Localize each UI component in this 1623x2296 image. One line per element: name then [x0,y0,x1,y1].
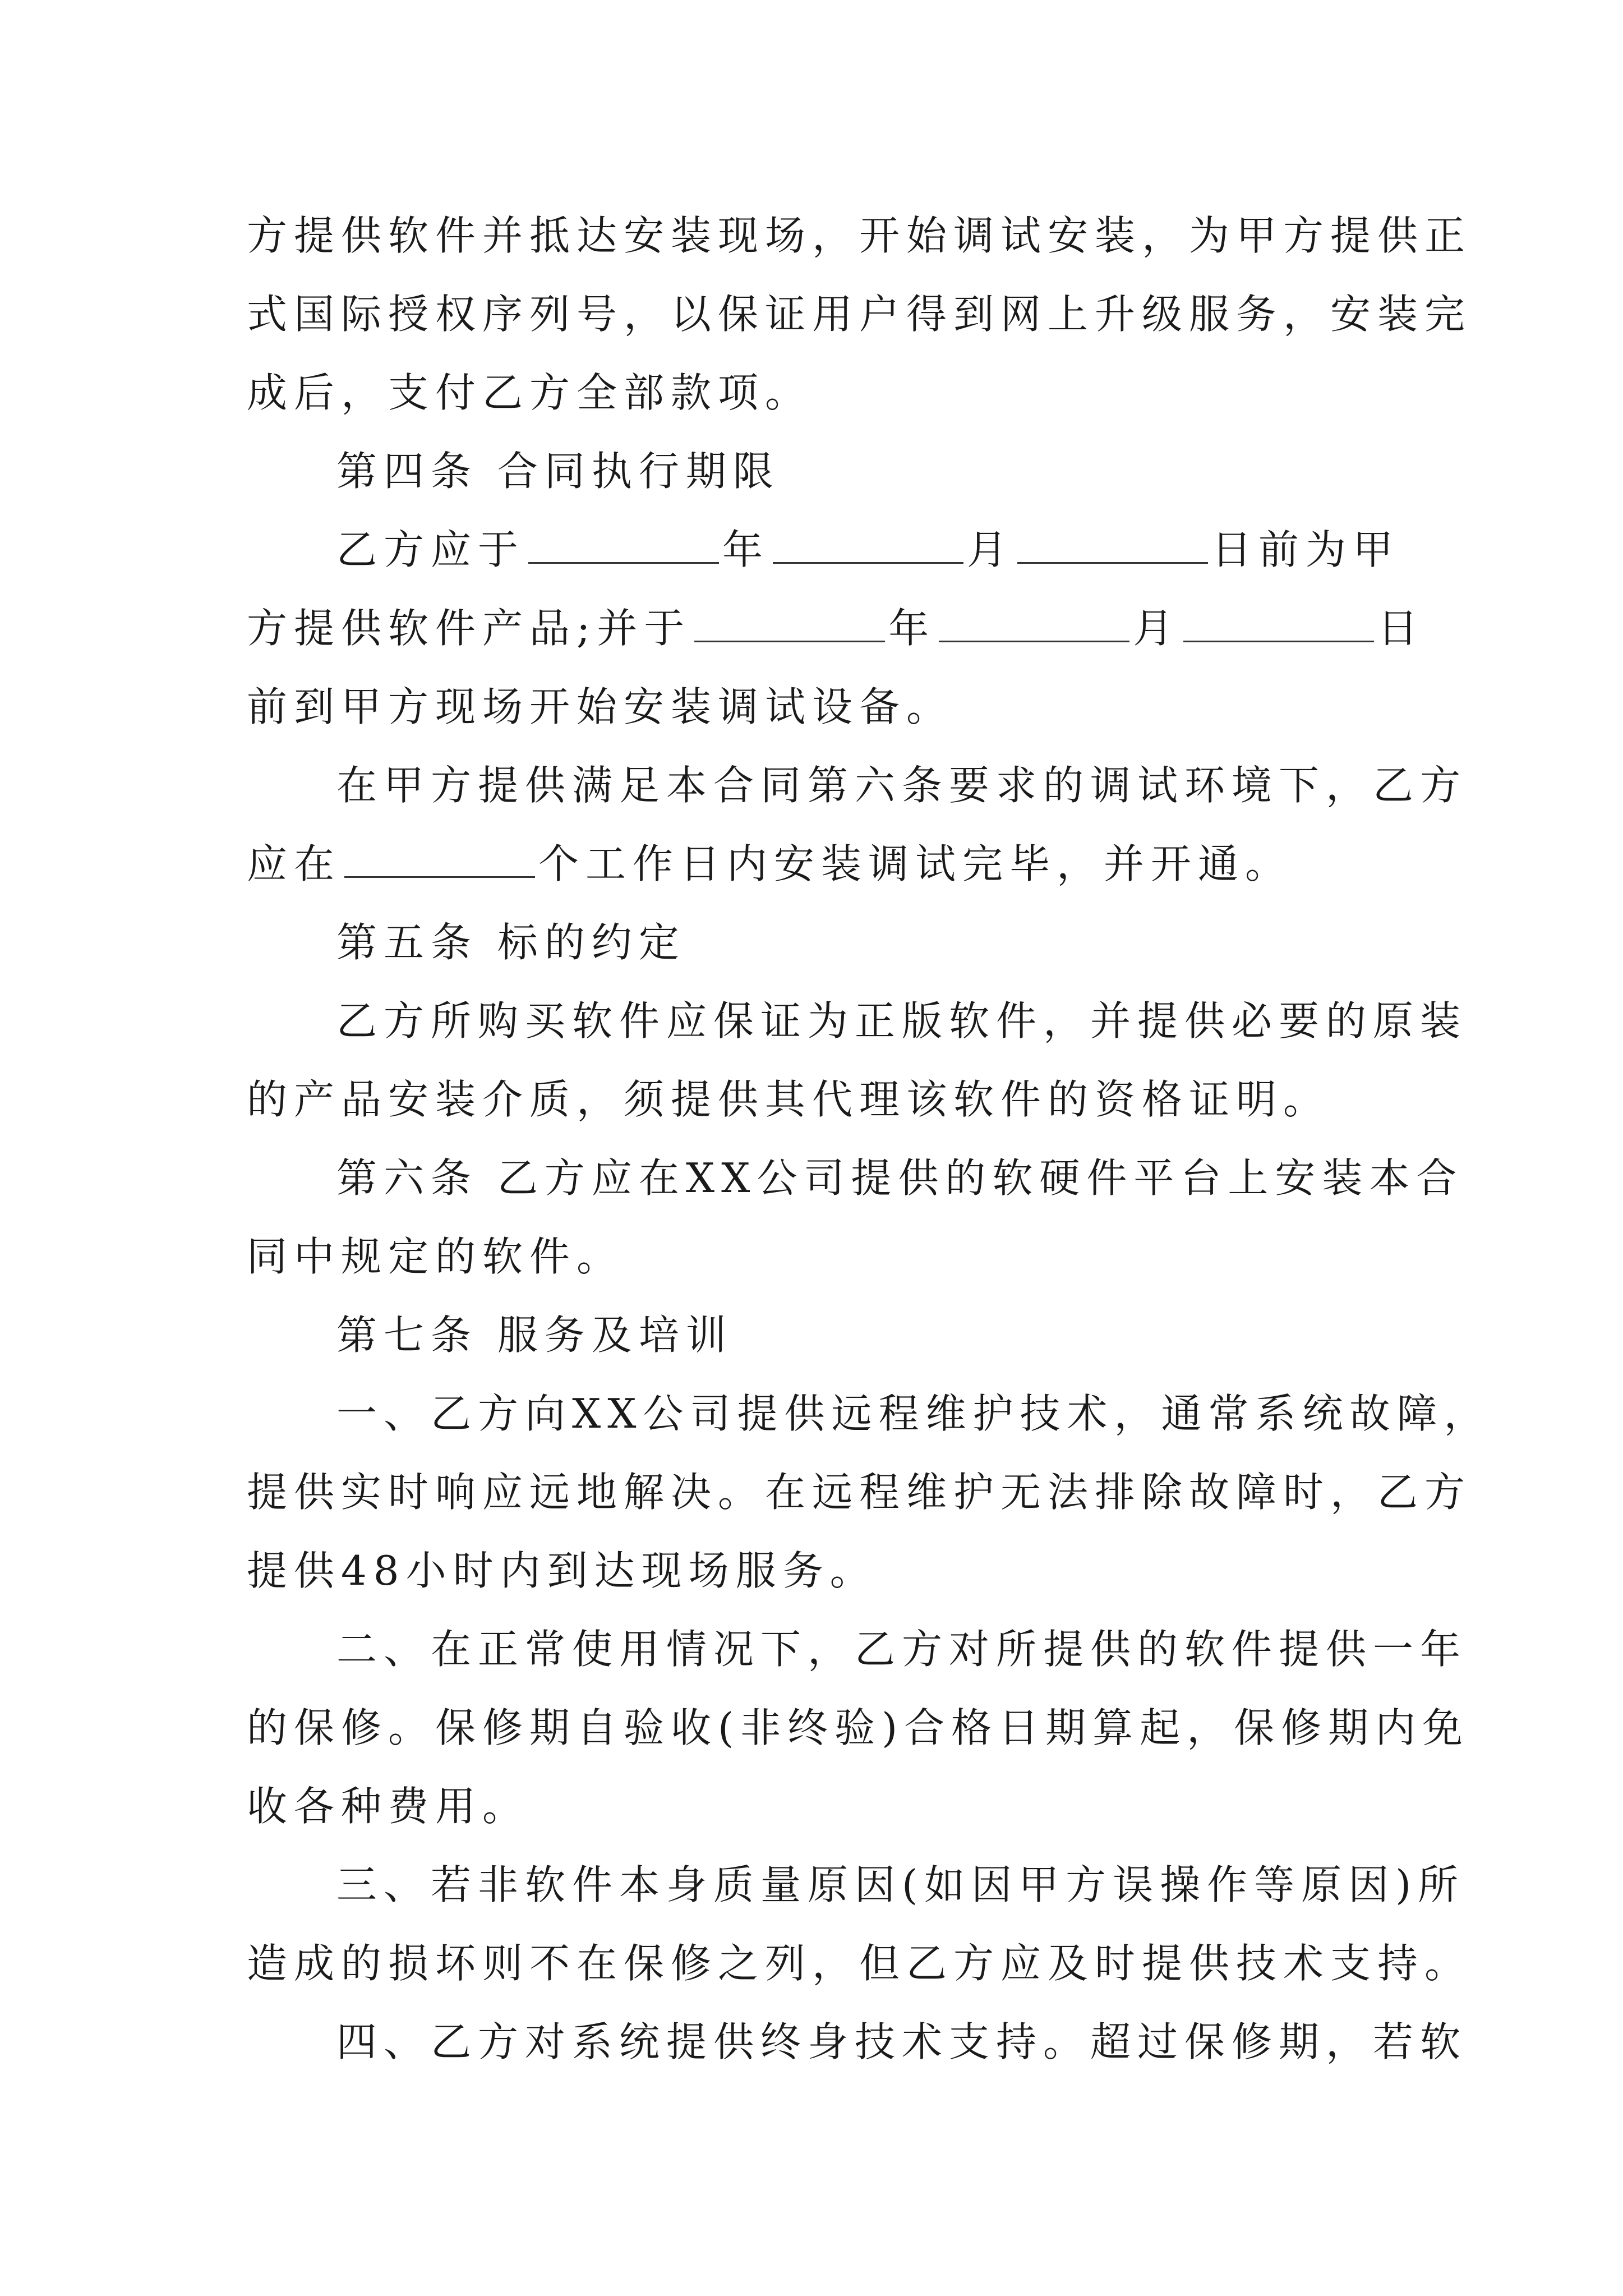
text-line: 式国际授权序列号，以保证用户得到网上升级服务，安装完 [247,291,1472,338]
text-line: 前到甲方现场开始安装调试设备。 [247,683,954,730]
section-heading: 第五条 标的约定 [336,919,686,966]
text-segment: 应在 [247,840,342,887]
text-segment: 日前为甲 [1211,526,1400,573]
text-segment: 方提供软件产品;并于 [247,605,691,652]
text-line: 收各种费用。 [247,1783,530,1830]
text-segment: 月 [1133,605,1181,652]
text-line: 提供实时响应远地解决。在远程维护无法排除故障时，乙方 [247,1469,1472,1516]
section-heading: 第四条 合同执行期限 [336,448,780,495]
text-segment: 乙方应于 [336,526,525,573]
text-line: 成后，支付乙方全部款项。 [247,369,813,416]
section-heading: 第七条 服务及培训 [336,1312,733,1359]
text-line [247,597,1424,659]
blank-field [939,638,1129,642]
text-line: 四、乙方对系统提供终身技术支持。超过保修期，若软 [336,2018,1468,2065]
text-segment: 月 [967,526,1015,573]
text-line: 的保修。保修期自验收(非终验)合格日期算起，保修期内免 [247,1704,1470,1751]
blank-field [528,560,719,564]
text-segment: 年 [888,605,936,652]
blank-field [773,560,963,564]
text-line: 在甲方提供满足本合同第六条要求的调试环境下，乙方 [336,762,1468,809]
text-line: 一、乙方向XX公司提供远程维护技术，通常系统故障， [336,1390,1491,1437]
blank-field [1017,560,1208,564]
text-line: 的产品安装介质，须提供其代理该软件的资格证明。 [247,1076,1331,1123]
blank-field [694,638,885,642]
section-heading: 第六条 乙方应在XX公司提供的软硬件平台上安装本合 [336,1154,1464,1202]
text-line: 造成的损坏则不在保修之列，但乙方应及时提供技术支持。 [247,1940,1472,1987]
text-line: 同中规定的软件。 [247,1233,624,1280]
text-line [336,519,1400,581]
blank-field [344,874,535,878]
text-line: 三、若非软件本身质量原因(如因甲方误操作等原因)所 [336,1861,1465,1908]
blank-field [1183,638,1374,642]
text-line: 方提供软件并抵达安装现场，开始调试安装，为甲方提供正 [247,212,1472,259]
text-segment: 年 [722,526,770,573]
text-line: 乙方所购买软件应保证为正版软件，并提供必要的原装 [336,997,1468,1045]
text-segment: 日 [1377,605,1425,652]
text-line: 二、在正常使用情况下，乙方对所提供的软件提供一年 [336,1626,1468,1673]
text-line: 提供48小时内到达现场服务。 [247,1547,877,1594]
text-segment: 个工作日内安装调试完毕，并开通。 [538,840,1293,887]
text-line [247,833,1292,895]
